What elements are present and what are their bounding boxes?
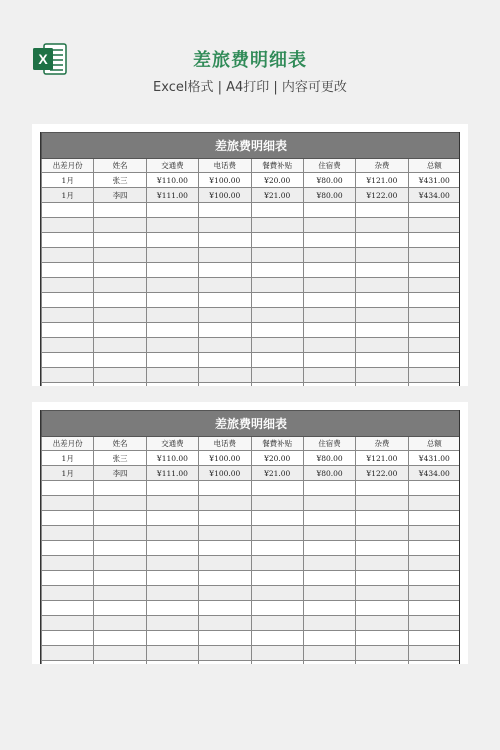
empty-cell [42, 661, 94, 665]
table-row [42, 173, 461, 188]
empty-cell [146, 323, 198, 338]
empty-cell [356, 541, 408, 556]
empty-cell [94, 278, 146, 293]
empty-cell [94, 368, 146, 383]
empty-cell [42, 383, 94, 387]
empty-cell [146, 353, 198, 368]
empty-cell [199, 338, 251, 353]
empty-cell [42, 233, 94, 248]
empty-cell [146, 601, 198, 616]
column-header: 姓名 [94, 159, 146, 173]
empty-cell [356, 338, 408, 353]
column-header: 姓名 [94, 437, 146, 451]
table-cell: ¥111.00 [146, 188, 198, 203]
column-header: 总额 [408, 159, 460, 173]
empty-cell [408, 233, 460, 248]
logo-letter: X [38, 51, 48, 67]
table-cell: ¥122.00 [356, 188, 408, 203]
empty-row [42, 526, 461, 541]
empty-cell [303, 511, 355, 526]
empty-cell [94, 383, 146, 387]
empty-cell [42, 353, 94, 368]
empty-cell [251, 323, 303, 338]
empty-cell [94, 616, 146, 631]
empty-row [42, 661, 461, 665]
empty-row [42, 308, 461, 323]
empty-cell [94, 586, 146, 601]
empty-cell [199, 293, 251, 308]
empty-cell [146, 586, 198, 601]
empty-cell [408, 556, 460, 571]
empty-row [42, 571, 461, 586]
column-header: 交通费 [146, 159, 198, 173]
empty-row [42, 248, 461, 263]
empty-row [42, 556, 461, 571]
empty-cell [42, 601, 94, 616]
empty-cell [146, 248, 198, 263]
empty-row [42, 511, 461, 526]
empty-cell [408, 661, 460, 665]
empty-cell [303, 616, 355, 631]
empty-cell [94, 496, 146, 511]
empty-cell [303, 368, 355, 383]
empty-row [42, 278, 461, 293]
empty-row [42, 353, 461, 368]
empty-cell [199, 646, 251, 661]
empty-cell [199, 218, 251, 233]
table-header-row [42, 437, 461, 451]
empty-cell [94, 293, 146, 308]
empty-cell [199, 601, 251, 616]
table-banner-title: 差旅费明细表 [42, 411, 461, 437]
empty-cell [94, 248, 146, 263]
empty-cell [42, 511, 94, 526]
empty-cell [94, 308, 146, 323]
empty-row [42, 601, 461, 616]
empty-cell [94, 541, 146, 556]
empty-row [42, 646, 461, 661]
empty-cell [251, 616, 303, 631]
table-cell: 1月 [42, 466, 94, 481]
empty-cell [251, 646, 303, 661]
empty-cell [199, 368, 251, 383]
column-header: 住宿费 [303, 437, 355, 451]
empty-cell [251, 308, 303, 323]
table-cell: ¥100.00 [199, 173, 251, 188]
empty-cell [146, 556, 198, 571]
empty-cell [303, 601, 355, 616]
empty-cell [251, 383, 303, 387]
empty-cell [146, 511, 198, 526]
column-header: 电话费 [199, 437, 251, 451]
table-cell: ¥80.00 [303, 173, 355, 188]
table-cell: ¥111.00 [146, 466, 198, 481]
empty-row [42, 293, 461, 308]
page-subtitle: Excel格式 | A4打印 | 内容可更改 [153, 80, 347, 95]
empty-cell [251, 233, 303, 248]
table-row [42, 451, 461, 466]
empty-cell [408, 383, 460, 387]
empty-cell [408, 571, 460, 586]
empty-row [42, 496, 461, 511]
table-cell: 张三 [94, 451, 146, 466]
empty-cell [199, 661, 251, 665]
empty-cell [94, 203, 146, 218]
empty-cell [199, 248, 251, 263]
empty-cell [356, 481, 408, 496]
table-banner [42, 133, 461, 159]
empty-row [42, 263, 461, 278]
empty-cell [42, 323, 94, 338]
column-header: 杂费 [356, 437, 408, 451]
column-header: 电话费 [199, 159, 251, 173]
empty-cell [408, 481, 460, 496]
empty-cell [94, 353, 146, 368]
empty-cell [408, 496, 460, 511]
table-cell: ¥100.00 [199, 466, 251, 481]
expense-table-2 [40, 410, 460, 664]
table-cell: ¥20.00 [251, 173, 303, 188]
table-cell: ¥20.00 [251, 451, 303, 466]
table-cell: ¥121.00 [356, 451, 408, 466]
empty-cell [42, 481, 94, 496]
empty-cell [42, 338, 94, 353]
empty-cell [42, 203, 94, 218]
empty-cell [146, 526, 198, 541]
empty-cell [146, 263, 198, 278]
empty-cell [94, 263, 146, 278]
empty-cell [199, 263, 251, 278]
empty-cell [42, 586, 94, 601]
empty-cell [251, 368, 303, 383]
table-header-row [42, 159, 461, 173]
column-header: 杂费 [356, 159, 408, 173]
empty-cell [356, 293, 408, 308]
empty-cell [199, 511, 251, 526]
empty-cell [303, 203, 355, 218]
table-cell: ¥80.00 [303, 466, 355, 481]
table-cell: ¥80.00 [303, 188, 355, 203]
empty-cell [146, 383, 198, 387]
empty-row [42, 323, 461, 338]
empty-cell [303, 233, 355, 248]
empty-cell [251, 556, 303, 571]
empty-cell [146, 338, 198, 353]
table-cell: 1月 [42, 451, 94, 466]
empty-cell [408, 368, 460, 383]
empty-cell [251, 601, 303, 616]
empty-cell [408, 338, 460, 353]
empty-cell [356, 571, 408, 586]
empty-cell [408, 203, 460, 218]
column-header: 交通费 [146, 437, 198, 451]
empty-cell [94, 526, 146, 541]
table-cell: 1月 [42, 188, 94, 203]
empty-row [42, 541, 461, 556]
empty-cell [303, 661, 355, 665]
empty-cell [94, 218, 146, 233]
empty-cell [146, 203, 198, 218]
empty-cell [94, 631, 146, 646]
table-cell: 张三 [94, 173, 146, 188]
empty-cell [251, 571, 303, 586]
empty-cell [408, 601, 460, 616]
empty-cell [94, 481, 146, 496]
empty-cell [94, 601, 146, 616]
empty-cell [94, 511, 146, 526]
empty-cell [303, 293, 355, 308]
empty-cell [199, 233, 251, 248]
empty-cell [356, 323, 408, 338]
table-row [42, 188, 461, 203]
empty-row [42, 631, 461, 646]
empty-cell [199, 353, 251, 368]
table-cell: ¥121.00 [356, 173, 408, 188]
empty-cell [42, 368, 94, 383]
empty-cell [42, 263, 94, 278]
empty-cell [199, 203, 251, 218]
empty-cell [199, 526, 251, 541]
expense-table-1 [40, 132, 460, 386]
empty-cell [42, 526, 94, 541]
empty-cell [356, 586, 408, 601]
table-cell: ¥434.00 [408, 188, 460, 203]
empty-row [42, 368, 461, 383]
empty-row [42, 616, 461, 631]
empty-cell [356, 233, 408, 248]
empty-cell [356, 556, 408, 571]
empty-cell [408, 616, 460, 631]
empty-cell [199, 616, 251, 631]
empty-cell [94, 571, 146, 586]
empty-cell [356, 278, 408, 293]
empty-cell [42, 278, 94, 293]
empty-cell [408, 541, 460, 556]
empty-cell [94, 338, 146, 353]
empty-cell [251, 353, 303, 368]
empty-cell [251, 263, 303, 278]
empty-cell [251, 631, 303, 646]
table-row [42, 466, 461, 481]
empty-cell [42, 293, 94, 308]
empty-cell [251, 541, 303, 556]
empty-cell [146, 541, 198, 556]
table-cell: 1月 [42, 173, 94, 188]
empty-cell [199, 631, 251, 646]
empty-cell [42, 646, 94, 661]
empty-cell [303, 541, 355, 556]
empty-cell [251, 338, 303, 353]
empty-cell [42, 308, 94, 323]
table-banner-title: 差旅费明细表 [42, 133, 461, 159]
table-cell: ¥110.00 [146, 451, 198, 466]
empty-row [42, 383, 461, 387]
empty-cell [42, 496, 94, 511]
empty-cell [356, 526, 408, 541]
empty-cell [42, 218, 94, 233]
column-header: 住宿费 [303, 159, 355, 173]
table-cell: ¥100.00 [199, 451, 251, 466]
empty-cell [303, 556, 355, 571]
empty-cell [251, 293, 303, 308]
empty-cell [42, 571, 94, 586]
empty-cell [146, 368, 198, 383]
empty-cell [251, 278, 303, 293]
empty-cell [251, 661, 303, 665]
empty-cell [251, 511, 303, 526]
empty-cell [408, 248, 460, 263]
empty-row [42, 338, 461, 353]
empty-cell [94, 323, 146, 338]
empty-cell [42, 556, 94, 571]
table-cell: ¥21.00 [251, 466, 303, 481]
empty-cell [199, 323, 251, 338]
empty-cell [251, 203, 303, 218]
empty-cell [94, 661, 146, 665]
empty-cell [356, 248, 408, 263]
page-title: 差旅费明细表 [193, 50, 307, 71]
empty-cell [408, 586, 460, 601]
table-cell: ¥80.00 [303, 451, 355, 466]
table-cell: 李四 [94, 188, 146, 203]
empty-cell [356, 308, 408, 323]
empty-cell [303, 338, 355, 353]
empty-cell [408, 323, 460, 338]
empty-cell [303, 496, 355, 511]
empty-cell [408, 631, 460, 646]
empty-cell [356, 616, 408, 631]
empty-cell [408, 293, 460, 308]
empty-cell [356, 353, 408, 368]
empty-cell [146, 481, 198, 496]
empty-cell [42, 616, 94, 631]
empty-cell [408, 526, 460, 541]
column-header: 总额 [408, 437, 460, 451]
empty-cell [408, 218, 460, 233]
empty-cell [146, 571, 198, 586]
empty-cell [199, 571, 251, 586]
empty-cell [356, 601, 408, 616]
empty-cell [146, 646, 198, 661]
empty-cell [303, 263, 355, 278]
empty-cell [303, 646, 355, 661]
column-header: 出差月份 [42, 437, 94, 451]
table-cell: ¥21.00 [251, 188, 303, 203]
empty-cell [408, 646, 460, 661]
empty-cell [303, 353, 355, 368]
empty-cell [42, 631, 94, 646]
empty-cell [251, 526, 303, 541]
empty-cell [303, 526, 355, 541]
empty-cell [42, 541, 94, 556]
empty-cell [146, 293, 198, 308]
empty-cell [42, 248, 94, 263]
empty-row [42, 203, 461, 218]
empty-cell [146, 308, 198, 323]
empty-cell [303, 248, 355, 263]
empty-cell [94, 556, 146, 571]
empty-cell [251, 496, 303, 511]
table-cell: ¥434.00 [408, 466, 460, 481]
column-header: 出差月份 [42, 159, 94, 173]
empty-cell [251, 218, 303, 233]
empty-row [42, 481, 461, 496]
empty-cell [146, 661, 198, 665]
sheet-preview-2 [32, 402, 468, 664]
table-cell: 李四 [94, 466, 146, 481]
empty-cell [356, 511, 408, 526]
empty-cell [303, 631, 355, 646]
empty-cell [199, 496, 251, 511]
empty-cell [199, 278, 251, 293]
empty-row [42, 586, 461, 601]
table-banner [42, 411, 461, 437]
empty-cell [146, 233, 198, 248]
empty-cell [303, 586, 355, 601]
empty-cell [303, 481, 355, 496]
empty-cell [303, 383, 355, 387]
empty-cell [146, 218, 198, 233]
empty-cell [356, 203, 408, 218]
empty-cell [356, 631, 408, 646]
empty-cell [251, 481, 303, 496]
empty-cell [199, 481, 251, 496]
empty-cell [199, 556, 251, 571]
empty-row [42, 218, 461, 233]
empty-cell [303, 323, 355, 338]
empty-cell [146, 631, 198, 646]
empty-cell [199, 541, 251, 556]
table-cell: ¥431.00 [408, 173, 460, 188]
empty-cell [408, 511, 460, 526]
empty-cell [356, 646, 408, 661]
empty-cell [408, 308, 460, 323]
empty-cell [303, 571, 355, 586]
column-header: 餐費补贴 [251, 437, 303, 451]
empty-cell [303, 218, 355, 233]
column-header: 餐費补贴 [251, 159, 303, 173]
empty-cell [356, 218, 408, 233]
empty-cell [408, 353, 460, 368]
empty-cell [356, 661, 408, 665]
empty-cell [94, 233, 146, 248]
sheet-preview-1 [32, 124, 468, 386]
table-cell: ¥122.00 [356, 466, 408, 481]
table-cell: ¥100.00 [199, 188, 251, 203]
empty-cell [303, 308, 355, 323]
empty-cell [251, 248, 303, 263]
empty-cell [94, 646, 146, 661]
empty-cell [146, 496, 198, 511]
table-cell: ¥110.00 [146, 173, 198, 188]
empty-cell [408, 278, 460, 293]
empty-cell [356, 368, 408, 383]
empty-cell [356, 263, 408, 278]
empty-cell [251, 586, 303, 601]
empty-cell [408, 263, 460, 278]
empty-row [42, 233, 461, 248]
empty-cell [356, 496, 408, 511]
empty-cell [146, 278, 198, 293]
empty-cell [199, 308, 251, 323]
empty-cell [303, 278, 355, 293]
empty-cell [199, 586, 251, 601]
empty-cell [356, 383, 408, 387]
table-cell: ¥431.00 [408, 451, 460, 466]
empty-cell [146, 616, 198, 631]
empty-cell [199, 383, 251, 387]
